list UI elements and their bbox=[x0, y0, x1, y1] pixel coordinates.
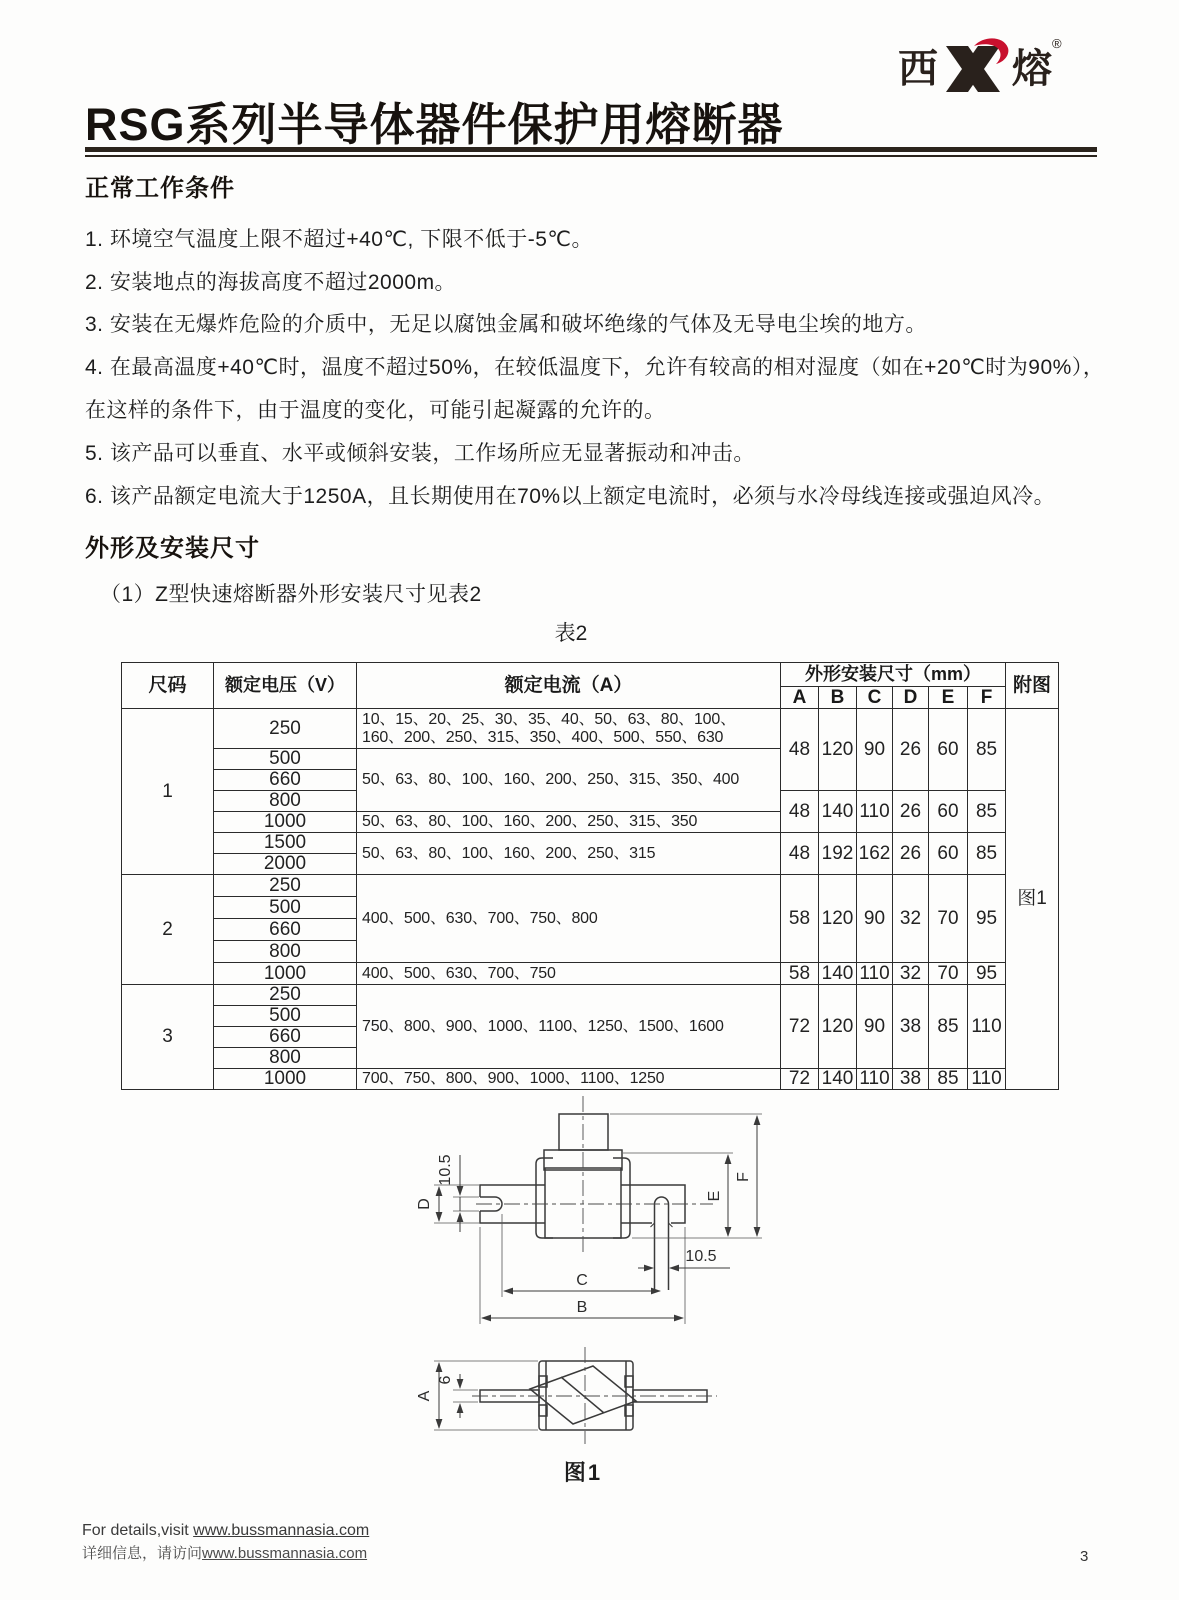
dim-cell: 90 bbox=[857, 709, 893, 791]
voltage-cell: 800 bbox=[214, 941, 357, 963]
dim-label-e: E bbox=[706, 1190, 723, 1202]
dim-cell: 162 bbox=[857, 833, 893, 875]
voltage-cell: 1500 bbox=[214, 833, 357, 854]
dim-cell: 70 bbox=[929, 875, 968, 963]
current-cell: 750、800、900、1000、1100、1250、1500、1600 bbox=[357, 985, 781, 1069]
condition-item: 3. 安装在无爆炸危险的介质中，无足以腐蚀金属和破坏绝缘的气体及无导电尘埃的地方。 bbox=[85, 313, 927, 336]
dimension-lines bbox=[439, 1116, 757, 1428]
current-cell: 50、63、80、100、160、200、250、315 bbox=[357, 833, 781, 875]
dim-cell: 85 bbox=[968, 791, 1006, 833]
voltage-cell: 800 bbox=[214, 791, 357, 812]
col-header-figure: 附图 bbox=[1006, 663, 1059, 709]
col-header-dim-a: A bbox=[781, 687, 819, 709]
current-cell: 700、750、800、900、1000、1100、1250 bbox=[357, 1069, 781, 1090]
fuse-front-view bbox=[480, 1114, 685, 1290]
page-title: RSG系列半导体器件保护用熔断器 bbox=[85, 99, 784, 150]
extension-lines bbox=[434, 1114, 762, 1430]
voltage-cell: 250 bbox=[214, 985, 357, 1006]
dim-cell: 110 bbox=[857, 791, 893, 833]
current-cell: 400、500、630、700、750、800 bbox=[357, 875, 781, 963]
dim-cell: 140 bbox=[819, 791, 857, 833]
dim-cell: 85 bbox=[968, 709, 1006, 791]
dim-label-slot-top: 10.5 bbox=[437, 1154, 454, 1186]
dim-cell: 120 bbox=[819, 709, 857, 791]
footer-text-en: For details,visit bbox=[82, 1522, 194, 1539]
dim-cell: 58 bbox=[781, 963, 819, 985]
dim-cell: 120 bbox=[819, 875, 857, 963]
center-lines bbox=[472, 1096, 717, 1444]
voltage-cell: 660 bbox=[214, 1027, 357, 1048]
dimension-table bbox=[121, 662, 1059, 1090]
voltage-cell: 1000 bbox=[214, 963, 357, 985]
col-header-dim-c: C bbox=[857, 687, 893, 709]
footer-text-cn: 详细信息，请访问 bbox=[82, 1545, 203, 1562]
dim-cell: 38 bbox=[893, 1069, 929, 1090]
section-heading-dimensions: 外形及安装尺寸 bbox=[85, 535, 260, 562]
voltage-cell: 2000 bbox=[214, 854, 357, 875]
figure-ref-cell: 图1 bbox=[1006, 709, 1059, 1090]
dim-label-b: B bbox=[576, 1299, 588, 1316]
fuse-side-view bbox=[480, 1361, 707, 1430]
col-header-dim-f: F bbox=[968, 687, 1006, 709]
condition-item-continuation: 在这样的条件下，由于温度的变化，可能引起凝露的允许的。 bbox=[85, 399, 666, 422]
footer-line-en bbox=[82, 1522, 369, 1540]
section-heading-working-conditions: 正常工作条件 bbox=[85, 175, 235, 202]
voltage-cell: 1000 bbox=[214, 1069, 357, 1090]
voltage-cell: 660 bbox=[214, 919, 357, 941]
condition-item: 4. 在最高温度+40℃时，温度不超过50%，在较低温度下，允许有较高的相对湿度（如在+20℃时为90%）， bbox=[85, 356, 1105, 379]
dim-cell: 58 bbox=[781, 875, 819, 963]
dim-cell: 60 bbox=[929, 709, 968, 791]
dim-cell: 60 bbox=[929, 791, 968, 833]
current-cell: 50、63、80、100、160、200、250、315、350、400 bbox=[357, 749, 781, 812]
logo-text-left: 西 bbox=[898, 46, 938, 91]
dim-label-a: A bbox=[416, 1390, 433, 1402]
condition-item: 2. 安装地点的海拔高度不超过2000m。 bbox=[85, 271, 457, 294]
dim-cell: 120 bbox=[819, 985, 857, 1069]
dim-cell: 110 bbox=[857, 963, 893, 985]
col-header-dim-e: E bbox=[929, 687, 968, 709]
current-cell: 10、15、20、25、30、35、40、50、63、80、100、160、200、250、315、350、400、500、550、630 bbox=[357, 709, 781, 749]
dim-cell: 85 bbox=[929, 1069, 968, 1090]
dim-cell: 95 bbox=[968, 963, 1006, 985]
current-cell: 400、500、630、700、750 bbox=[357, 963, 781, 985]
dim-cell: 95 bbox=[968, 875, 1006, 963]
dim-cell: 140 bbox=[819, 963, 857, 985]
logo-x-mark-icon bbox=[938, 34, 1012, 96]
dim-label-pin: 6 bbox=[437, 1375, 454, 1385]
voltage-cell: 250 bbox=[214, 709, 357, 749]
condition-item: 5. 该产品可以垂直、水平或倾斜安装，工作场所应无显著振动和冲击。 bbox=[85, 442, 755, 465]
voltage-cell: 500 bbox=[214, 897, 357, 919]
condition-item: 6. 该产品额定电流大于1250A，且长期使用在70%以上额定电流时，必须与水冷母线连接或强迫风冷。 bbox=[85, 485, 1056, 508]
size-cell: 3 bbox=[122, 985, 214, 1090]
col-header-current: 额定电流（A） bbox=[357, 663, 781, 709]
col-header-dim-d: D bbox=[893, 687, 929, 709]
fuse-dimension-drawing bbox=[415, 1090, 785, 1490]
dim-cell: 48 bbox=[781, 833, 819, 875]
dim-cell: 85 bbox=[968, 833, 1006, 875]
title-rule bbox=[85, 147, 1097, 157]
logo-text-right: 熔 bbox=[1012, 46, 1052, 91]
dim-cell: 72 bbox=[781, 1069, 819, 1090]
voltage-cell: 660 bbox=[214, 770, 357, 791]
dim-cell: 32 bbox=[893, 875, 929, 963]
dim-cell: 110 bbox=[968, 1069, 1006, 1090]
dim-cell: 140 bbox=[819, 1069, 857, 1090]
dim-cell: 110 bbox=[857, 1069, 893, 1090]
dim-cell: 60 bbox=[929, 833, 968, 875]
dim-cell: 192 bbox=[819, 833, 857, 875]
voltage-cell: 800 bbox=[214, 1048, 357, 1069]
dim-cell: 110 bbox=[968, 985, 1006, 1069]
col-header-dims-group: 外形安装尺寸（mm） bbox=[781, 663, 1006, 687]
col-header-voltage: 额定电压（V） bbox=[214, 663, 357, 709]
page-number: 3 bbox=[1080, 1548, 1089, 1565]
table-caption: 表2 bbox=[554, 622, 588, 645]
dimensions-note: （1）Z型快速熔断器外形安装尺寸见表2 bbox=[100, 583, 482, 606]
registered-mark: ® bbox=[1052, 36, 1062, 51]
dim-cell: 90 bbox=[857, 985, 893, 1069]
dim-cell: 90 bbox=[857, 875, 893, 963]
dim-cell: 85 bbox=[929, 985, 968, 1069]
dim-cell: 72 bbox=[781, 985, 819, 1069]
voltage-cell: 1000 bbox=[214, 812, 357, 833]
footer-line-cn bbox=[82, 1542, 367, 1563]
dim-label-slot-bottom: 10.5 bbox=[685, 1248, 717, 1265]
condition-item: 1. 环境空气温度上限不超过+40℃, 下限不低于-5℃。 bbox=[85, 228, 593, 251]
dimension-labels bbox=[416, 1154, 752, 1401]
dim-cell: 70 bbox=[929, 963, 968, 985]
dim-cell: 48 bbox=[781, 791, 819, 833]
dim-cell: 32 bbox=[893, 963, 929, 985]
voltage-cell: 500 bbox=[214, 749, 357, 770]
voltage-cell: 250 bbox=[214, 875, 357, 897]
size-cell: 1 bbox=[122, 709, 214, 875]
footer-link-cn[interactable]: www.bussmannasia.com bbox=[202, 1545, 368, 1562]
dim-cell: 38 bbox=[893, 985, 929, 1069]
dim-cell: 26 bbox=[893, 709, 929, 791]
col-header-dim-b: B bbox=[819, 687, 857, 709]
figure-caption: 图1 bbox=[563, 1460, 603, 1485]
voltage-cell: 500 bbox=[214, 1006, 357, 1027]
size-cell: 2 bbox=[122, 875, 214, 985]
current-cell: 50、63、80、100、160、200、250、315、350 bbox=[357, 812, 781, 833]
dim-cell: 26 bbox=[893, 833, 929, 875]
dim-label-d: D bbox=[416, 1198, 433, 1210]
col-header-size: 尺码 bbox=[122, 663, 214, 709]
dim-cell: 48 bbox=[781, 709, 819, 791]
dim-cell: 26 bbox=[893, 791, 929, 833]
brand-logo bbox=[898, 34, 1088, 96]
dim-label-c: C bbox=[576, 1272, 588, 1289]
footer-link-en[interactable]: www.bussmannasia.com bbox=[193, 1522, 370, 1539]
dim-label-f: F bbox=[735, 1172, 752, 1182]
